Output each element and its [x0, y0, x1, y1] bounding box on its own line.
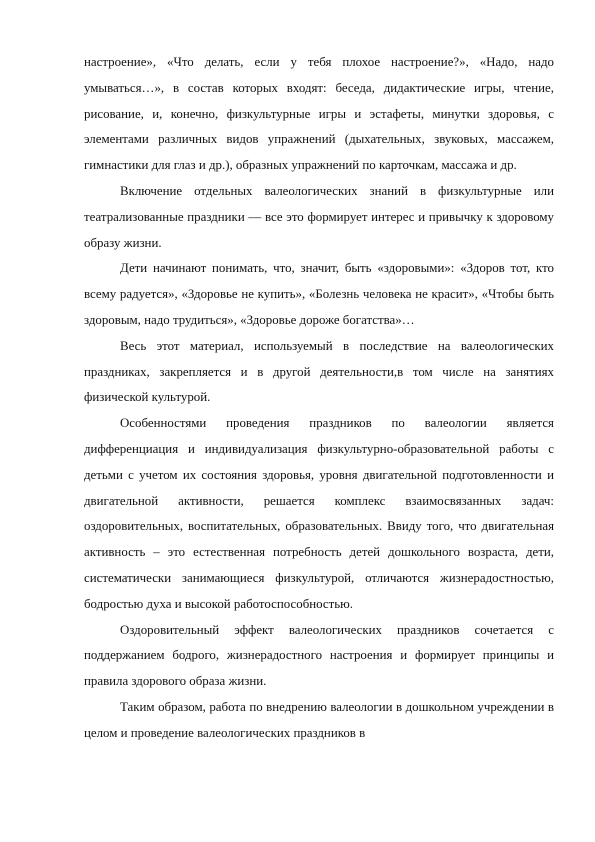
paragraph-health-sayings: Дети начинают понимать, что, значит, быть «здоровыми»: «Здоров тот, кто всему радуется», «Здоровье не купить», «Болезнь человека не красит», «Чтобы быть здоровым, надо трудиться», «Здоровье дороже богатства»… [84, 261, 554, 327]
paragraph-holiday-features: Особенностями проведения праздников по валеологии является дифференциация и индивидуализация физкультурно-образовательной работы с детьми с учетом их состояния здоровья, уровня двигательной подготовленности и двигательной активности, решается комплекс взаимосвязанных задач: оздоровительных, воспитательных, образовательных. Ввиду того, что двигательная активность – это естественная потребность детей дошкольного возраста, дети, систематически занимающиеся физкультурой, отличаются жизнерадостностью, бодростью духа и высокой работоспособностью. [84, 416, 554, 611]
paragraph-material-usage: Весь этот материал, используемый в последствие на валеологических праздниках, закрепляется и в другой деятельности,в том числе на занятиях физической культурой. [84, 338, 554, 405]
paragraph-valeology-knowledge: Включение отдельных валеологических знаний в физкультурные или театрализованные праздники — все это формирует интерес и привычку к здоровому образу жизни. [84, 183, 554, 250]
document-body [84, 50, 554, 747]
paragraph-continuation: настроение», «Что делать, если у тебя плохое настроение?», «Надо, надо умываться…», в состав которых входят: беседа, дидактические игры, чтение, рисование, и, конечно, физкультурные игры и эстафеты, минутки здоровья, с элементами различных видов упражнений (дыхательных, звуковых, массажем, гимнастики для глаз и др.), образных упражнений по карточкам, массажа и др. [84, 55, 554, 173]
paragraph-conclusion: Таким образом, работа по внедрению валеологии в дошкольном учреждении в целом и проведение валеологических праздников в [84, 699, 554, 740]
paragraph-health-effect: Оздоровительный эффект валеологических праздников сочетается с поддержанием бодрого, жизнерадостного настроения и формирует принципы и правила здорового образа жизни. [84, 622, 554, 689]
